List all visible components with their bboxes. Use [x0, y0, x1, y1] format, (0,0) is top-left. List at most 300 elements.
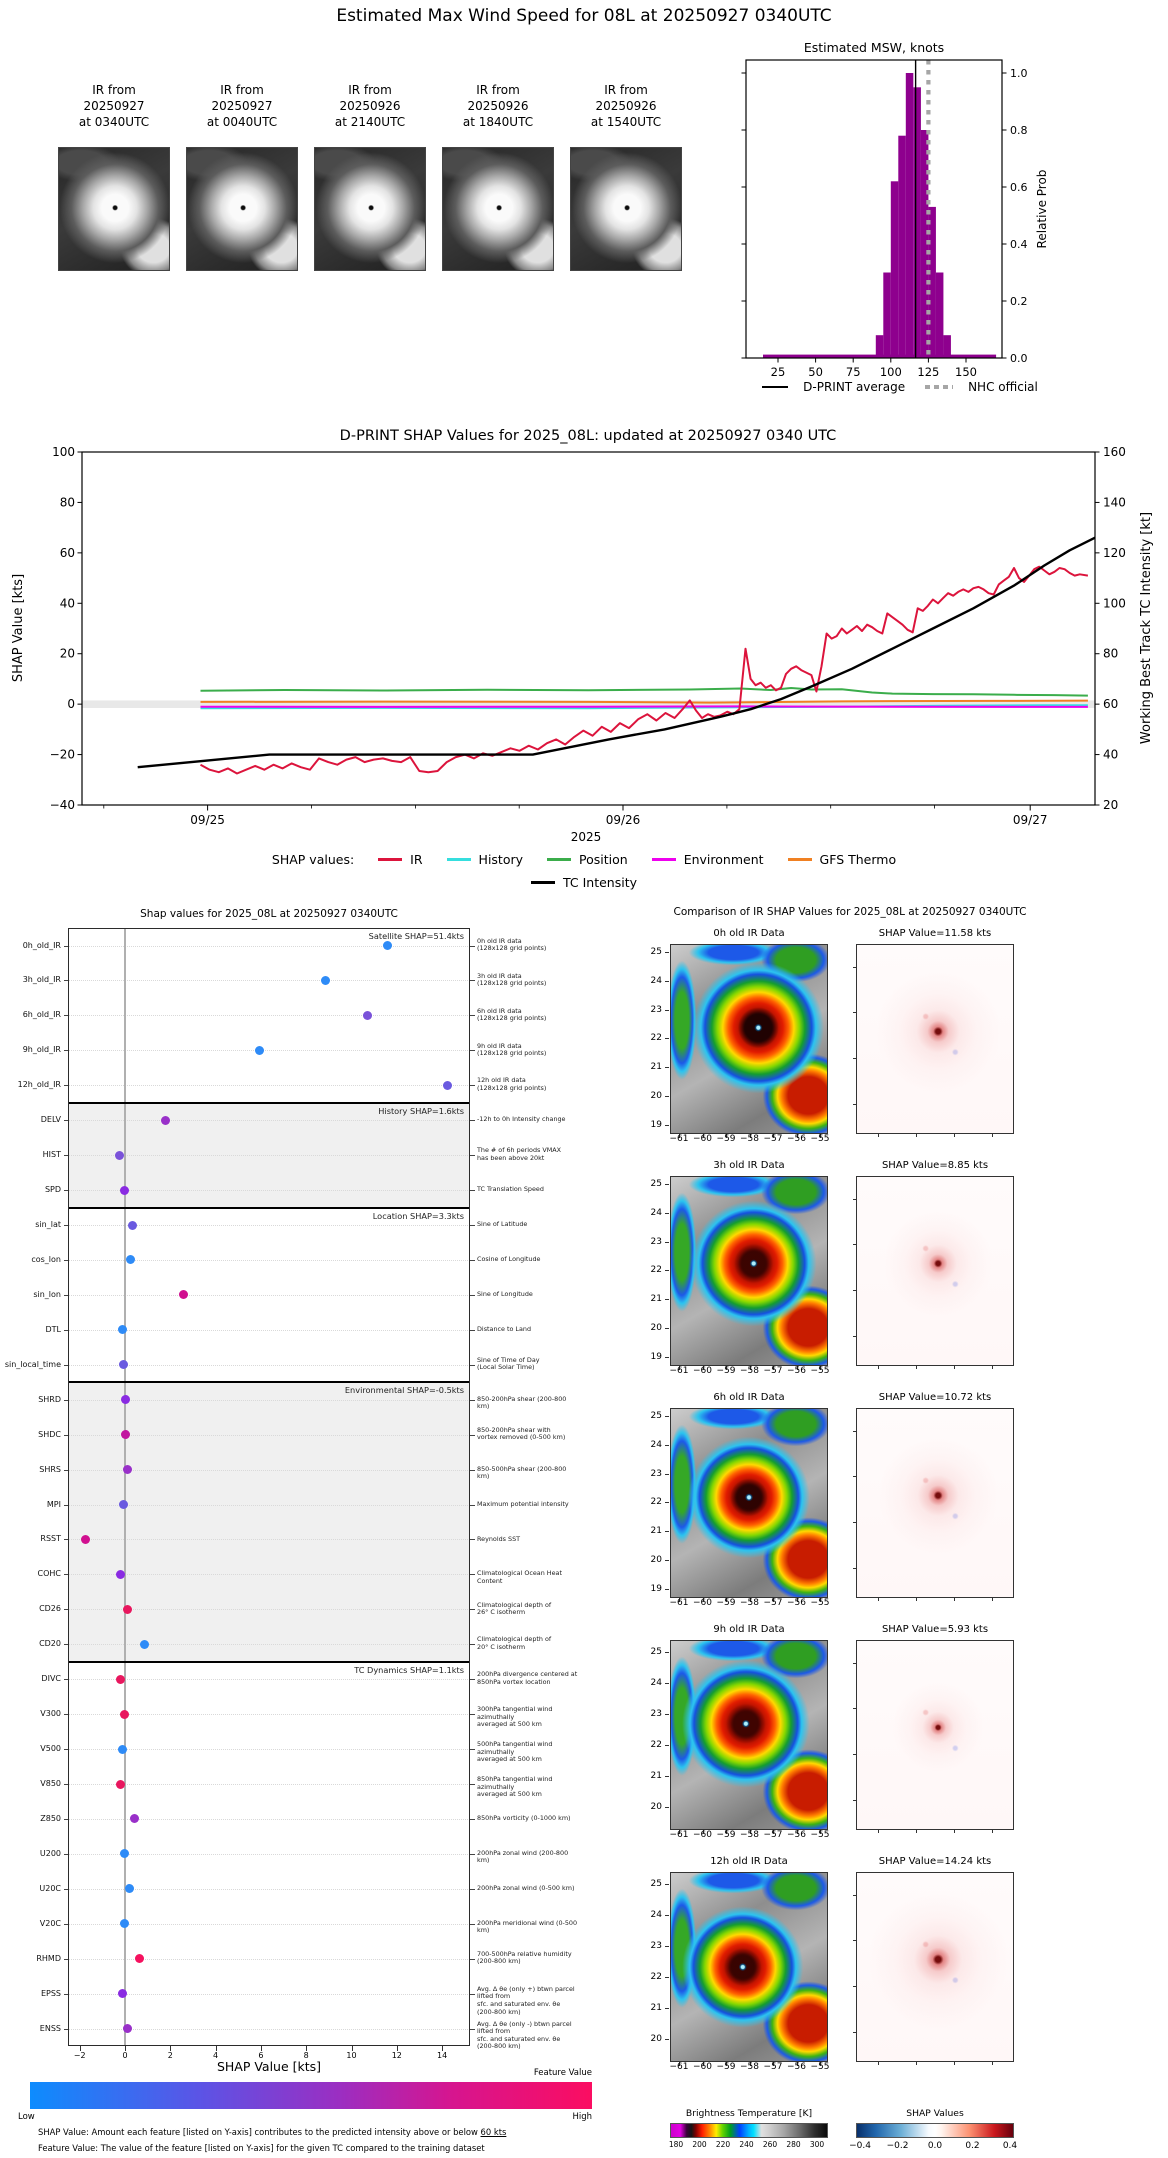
shap-map-tick — [853, 2032, 856, 2033]
x-tick-label: 09/27 — [1012, 813, 1048, 827]
feature-annotation — [477, 1357, 579, 1372]
x-tick — [397, 2046, 398, 2051]
annotation-tick — [470, 1644, 475, 1645]
annotation-line: 26° C isotherm — [477, 1608, 526, 1617]
annotation-tick — [470, 1714, 475, 1715]
shap-dot — [116, 1570, 125, 1579]
legend-label: Environment — [683, 852, 764, 867]
x-tick-label: −2 — [73, 2051, 86, 2060]
feature-label: MPI — [46, 1499, 61, 1509]
feature-label: sin_lat — [35, 1220, 61, 1229]
annotation-line: sfc. and saturated env. θe (200-800 km) — [477, 2034, 561, 2051]
lon-tick-label: −60 — [693, 1134, 712, 1144]
ir-thumbnail-image — [570, 147, 682, 271]
annotation-tick — [470, 1784, 475, 1785]
annotation-tick — [470, 2029, 475, 2030]
feature-label: V20C — [39, 1918, 61, 1928]
ir-data-image — [670, 1872, 828, 2062]
shap-dot — [140, 1640, 149, 1649]
feature-annotation — [477, 1636, 579, 1651]
feature-tick — [64, 1330, 69, 1331]
lon-tick-label: −59 — [716, 1598, 736, 1608]
annotation-line: 0h old IR data — [477, 936, 522, 945]
x-tick — [80, 2046, 81, 2051]
shap-timeseries-plot — [0, 420, 1168, 850]
lat-tick — [665, 1242, 669, 1243]
lat-tick — [665, 1096, 669, 1097]
shap-map-tick — [878, 1366, 879, 1369]
shap-dot — [123, 2024, 132, 2033]
feature-annotation — [477, 1396, 579, 1411]
shap-colorbar-tick-label: −0.2 — [886, 2141, 909, 2151]
histogram-bar — [913, 87, 921, 358]
section-label: History SHAP=1.6kts — [378, 1105, 464, 1116]
annotation-tick — [470, 1330, 475, 1331]
x-tick — [216, 2046, 217, 2051]
shap-dot — [115, 1151, 124, 1160]
annotation-tick — [470, 1749, 475, 1750]
feature-tick — [64, 1714, 69, 1715]
feature-label: SHRD — [38, 1394, 61, 1404]
x-tick-label: 125 — [917, 365, 940, 379]
lat-tick-label: 20 — [650, 1091, 662, 1101]
ir-thumbnail-image — [442, 147, 554, 271]
shap-map-tick — [992, 1366, 993, 1369]
legend-item-environment — [652, 852, 764, 867]
bt-colorbar-tick-label: 260 — [762, 2140, 778, 2149]
caption-line: 20250926 — [595, 99, 657, 113]
feature-annotation — [477, 1986, 579, 2016]
feature-label: RSST — [40, 1534, 61, 1544]
lon-tick-label: −58 — [740, 1366, 759, 1376]
shap-map-title: SHAP Value=14.24 kts — [878, 1856, 992, 1867]
annotation-line: 850hPa vorticity (0-1000 km) — [477, 1814, 571, 1822]
feature-annotation — [477, 1671, 579, 1686]
shap-dot — [121, 1430, 130, 1439]
y-tick-label: 0.4 — [1010, 238, 1028, 251]
annotation-line: (128x128 grid points) — [477, 979, 547, 988]
lat-tick-label: 19 — [650, 1583, 662, 1594]
lon-tick-label: −58 — [740, 1134, 759, 1144]
caption-line: at 1840UTC — [462, 115, 534, 129]
y-tick-label-right: 40 — [1103, 747, 1119, 762]
annotation-line: Climatological depth of — [477, 1600, 552, 1609]
annotation-line: averaged at 500 km — [477, 1755, 542, 1764]
shap-colorbar-tick-label: 0.4 — [1002, 2141, 1018, 2151]
lat-tick — [665, 1884, 669, 1885]
feature-tick — [64, 1819, 69, 1820]
feature-value-colorbar-title: Feature Value — [533, 2068, 592, 2078]
msw-histogram-legend — [690, 380, 1110, 394]
y-tick-label-left: 100 — [52, 445, 75, 460]
legend-swatch — [547, 858, 571, 861]
feature-tick — [64, 1784, 69, 1785]
y-tick-label: 0.0 — [1010, 352, 1028, 365]
annotation-line: 700-500hPa relative humidity — [477, 1949, 572, 1958]
feature-label: 0h_old_IR — [22, 940, 61, 950]
y-tick-label: 0.8 — [1010, 124, 1028, 137]
annotation-line: Maximum potential intensity — [477, 1499, 569, 1508]
shap-colorbar-tick-label: 0.2 — [965, 2141, 980, 2151]
annotation-tick — [470, 1959, 475, 1960]
histogram-bar — [936, 273, 944, 359]
annotation-tick — [470, 1015, 475, 1016]
annotation-line: (Local Solar Time) — [477, 1363, 535, 1372]
annotation-line: 200hPa zonal wind (0-500 km) — [477, 1883, 575, 1892]
lat-tick-label: 24 — [650, 1439, 662, 1450]
dotplot-frame — [68, 928, 470, 2046]
bt-colorbar-tick-label: 200 — [692, 2140, 707, 2149]
feature-label: DELV — [40, 1115, 61, 1125]
lat-tick — [665, 2039, 669, 2040]
ir-data-image — [670, 1640, 828, 1830]
caption-line: 20250926 — [339, 99, 401, 113]
annotation-tick — [470, 1539, 475, 1540]
shap-map-tick — [916, 2062, 917, 2065]
x-tick — [170, 2046, 171, 2051]
histogram-bar — [943, 335, 951, 358]
feature-label: SHRS — [39, 1464, 61, 1474]
lat-tick — [665, 1416, 669, 1417]
shap-map-image — [856, 1176, 1014, 1366]
legend-item-nhc-official — [925, 380, 1038, 394]
feature-tick — [64, 1050, 69, 1051]
lat-tick-label: 23 — [650, 1004, 662, 1015]
legend-label: TC Intensity — [562, 875, 637, 890]
annotation-line: averaged at 500 km — [477, 1790, 542, 1799]
bt-colorbar-tick-label: 280 — [786, 2140, 801, 2149]
shap-map-tick — [878, 1134, 879, 1137]
feature-label: V850 — [40, 1779, 61, 1788]
feature-tick — [64, 980, 69, 981]
series-line-position — [201, 688, 1088, 696]
shap-map-title: SHAP Value=11.58 kts — [878, 928, 992, 939]
lat-tick — [665, 1125, 669, 1126]
shap-map-image — [856, 1408, 1014, 1598]
histogram-bar — [906, 73, 914, 358]
series-line-environment — [201, 706, 1088, 707]
annotation-tick — [470, 1679, 475, 1680]
lat-tick — [665, 1977, 669, 1978]
shap-map-tick — [878, 1598, 879, 1601]
shap-dot — [123, 1465, 132, 1474]
x-tick-label: 25 — [770, 365, 786, 379]
shap-map-image — [856, 1640, 1014, 1830]
histogram-bar — [898, 136, 906, 358]
lon-tick-label: −57 — [763, 1134, 783, 1144]
lon-tick-label: −61 — [669, 1598, 689, 1608]
histogram-bar — [876, 335, 884, 358]
ir-comparison-title: Comparison of IR SHAP Values for 2025_08L at 20250927 0340UTC — [673, 906, 1027, 918]
annotation-line: 12h old IR data — [477, 1076, 526, 1085]
y-tick-label-right: 100 — [1103, 596, 1126, 611]
legend-label: GFS Thermo — [819, 852, 897, 867]
ir-data-title: 9h old IR Data — [713, 1624, 785, 1635]
annotation-tick — [470, 1365, 475, 1366]
caption-line: IR from — [476, 83, 520, 97]
shap-map-tick — [853, 1708, 856, 1709]
lat-tick — [665, 1946, 669, 1947]
annotation-line: (200-800 km) — [477, 1957, 521, 1966]
annotation-line: 850hPa tangential wind azimuthally — [477, 1775, 553, 1791]
lat-tick — [665, 1270, 669, 1271]
feature-tick — [64, 1190, 69, 1191]
shap-map-tick — [853, 1568, 856, 1569]
feature-tick — [64, 1679, 69, 1680]
shap-colorbar-tick-label: 0.0 — [927, 2141, 943, 2151]
annotation-line: 200hPa meridional wind (0-500 km) — [477, 1918, 578, 1935]
annotation-tick — [470, 1260, 475, 1261]
x-tick-label: 75 — [845, 365, 861, 379]
shap-dot — [321, 976, 330, 985]
annotation-line: (128x128 grid points) — [477, 944, 547, 953]
feature-tick — [64, 1120, 69, 1121]
feature-tick — [64, 1959, 69, 1960]
lon-tick-label: −60 — [693, 1830, 712, 1840]
annotation-tick — [470, 1225, 475, 1226]
lat-tick — [665, 1502, 669, 1503]
shap-map-tick — [853, 967, 856, 968]
annotation-line: (128x128 grid points) — [477, 1014, 547, 1023]
shap-map-image — [856, 1872, 1014, 2062]
feature-value-high-label: High — [572, 2112, 592, 2122]
feature-annotation — [477, 1741, 579, 1764]
y-tick-label-left: 0 — [67, 697, 75, 712]
timeseries-ylabel-left: SHAP Value [kts] — [11, 573, 26, 683]
feature-label: DIVC — [41, 1674, 61, 1684]
lon-tick-label: −57 — [763, 2062, 783, 2072]
shap-map-tick — [853, 1986, 856, 1987]
caption-line: 20250927 — [211, 99, 273, 113]
lat-tick — [665, 1357, 669, 1358]
y-tick-label-right: 20 — [1103, 798, 1119, 812]
lon-tick-label: −55 — [810, 1134, 830, 1144]
feature-annotation — [477, 1706, 579, 1729]
feature-label: 3h_old_IR — [22, 975, 61, 985]
shap-dot — [161, 1116, 170, 1125]
shap-dot — [135, 1954, 144, 1963]
x-tick-label: 10 — [346, 2051, 357, 2060]
lat-tick — [665, 1776, 669, 1777]
shap-timeseries-legend-row1 — [0, 852, 1168, 867]
shap-map-title: SHAP Value=8.85 kts — [881, 1160, 989, 1171]
y-tick-label-right: 60 — [1103, 697, 1119, 712]
ir-data-image — [670, 1176, 828, 1366]
annotation-line: 20° C isotherm — [477, 1642, 526, 1651]
lat-tick-label: 23 — [650, 1709, 662, 1719]
feature-value-colorbar — [30, 2082, 592, 2109]
feature-label: cos_lon — [31, 1254, 61, 1264]
shap-dotplot-title: Shap values for 2025_08L at 20250927 0340UTC — [140, 908, 398, 920]
lat-tick-label: 20 — [650, 2034, 662, 2044]
lat-tick — [665, 2008, 669, 2009]
annotation-tick — [470, 1924, 475, 1925]
annotation-tick — [470, 1854, 475, 1855]
annotation-line: TC Translation Speed — [477, 1185, 544, 1194]
x-tick-label: 14 — [437, 2051, 448, 2060]
shap-map-tick — [992, 1134, 993, 1137]
legend-item-ir — [378, 852, 422, 867]
ir-data-title: 0h old IR Data — [713, 928, 785, 939]
lat-tick-label: 24 — [650, 975, 662, 986]
feature-tick — [64, 1889, 69, 1890]
nhc-official-label: NHC official — [968, 380, 1038, 394]
lon-tick-label: −56 — [787, 1830, 806, 1840]
section-label: Location SHAP=3.3kts — [372, 1210, 464, 1221]
annotation-line: averaged at 500 km — [477, 1720, 542, 1729]
y-tick-label: 0.6 — [1010, 181, 1028, 194]
shap-map-tick — [916, 1598, 917, 1601]
feature-tick — [64, 946, 69, 947]
feature-tick — [64, 1400, 69, 1401]
feature-annotation — [477, 1570, 579, 1585]
footnote-text: SHAP Value: Amount each feature [listed on Y-axis] contributes to the predicted intensity above or below — [38, 2127, 481, 2137]
shap-dot — [120, 1849, 129, 1858]
shap-map-tick — [954, 1598, 955, 1601]
lat-tick — [665, 1652, 669, 1653]
legend-label: IR — [410, 852, 423, 867]
lon-tick-label: −56 — [787, 1134, 806, 1144]
feature-tick — [64, 1225, 69, 1226]
feature-label: sin_local_time — [4, 1359, 61, 1369]
ir-data-image — [670, 1408, 828, 1598]
y-tick-label-right: 160 — [1103, 445, 1126, 460]
x-tick — [306, 2046, 307, 2051]
lat-tick-label: 20 — [650, 1555, 662, 1565]
feature-annotation — [477, 1885, 579, 1893]
lon-tick-label: −56 — [787, 1598, 806, 1608]
feature-annotation — [477, 1116, 579, 1124]
lat-tick — [665, 1067, 669, 1068]
annotation-line: has been above 20kt — [477, 1153, 545, 1162]
y-tick-label-left: −40 — [49, 798, 75, 812]
shap-timeseries-legend-row2 — [0, 875, 1168, 890]
annotation-tick — [470, 1609, 475, 1610]
ir-thumbnail-image — [58, 147, 170, 271]
y-tick-label-left: −20 — [49, 747, 75, 762]
shap-dot — [383, 941, 392, 950]
shap-dot — [118, 1325, 127, 1334]
shap-value-footnote — [38, 2127, 506, 2137]
feature-tick — [64, 1574, 69, 1575]
lon-tick-label: −55 — [810, 1366, 830, 1376]
lon-tick-label: −59 — [716, 1366, 736, 1376]
x-tick-label: 100 — [879, 365, 902, 379]
shap-map-tick — [916, 1830, 917, 1833]
feature-annotation — [477, 1850, 579, 1865]
lon-tick-label: −57 — [763, 1598, 783, 1608]
dprint-average-line-swatch — [762, 386, 788, 388]
x-tick-label: 8 — [303, 2051, 309, 2060]
legend-swatch — [788, 858, 812, 861]
lon-tick-label: −55 — [810, 2062, 830, 2072]
annotation-tick — [470, 1435, 475, 1436]
shap-map-tick — [853, 1290, 856, 1291]
caption-line: at 1540UTC — [590, 115, 662, 129]
legend-swatch — [652, 858, 676, 861]
y-tick-label-left: 20 — [59, 646, 75, 661]
series-line-ir — [201, 567, 1088, 774]
lat-tick-label: 21 — [650, 1062, 662, 1073]
annotation-line: (128x128 grid points) — [477, 1083, 547, 1092]
ir-thumbnail-caption — [186, 82, 298, 130]
caption-line: at 0340UTC — [78, 115, 150, 129]
lat-tick-label: 21 — [650, 1294, 662, 1305]
feature-annotation — [477, 1256, 579, 1264]
shap-dot — [119, 1500, 128, 1509]
annotation-line: 200hPa zonal wind (200-800 km) — [477, 1848, 569, 1865]
shap-dot — [179, 1290, 188, 1299]
shap-dot — [128, 1221, 137, 1230]
lat-tick — [665, 1328, 669, 1329]
feature-tick — [64, 1749, 69, 1750]
ir-data-title: 6h old IR Data — [713, 1392, 785, 1403]
brightness-temperature-colorbar — [670, 2123, 828, 2138]
annotation-line: Sine of Latitude — [477, 1220, 528, 1229]
legend-label: Position — [579, 852, 628, 867]
shap-map-tick — [853, 1012, 856, 1013]
lat-tick-label: 25 — [650, 1879, 662, 1889]
shap-map-tick — [878, 2062, 879, 2065]
lon-tick-label: −55 — [810, 1598, 830, 1608]
annotation-line: 850-200hPa shear with — [477, 1425, 551, 1434]
lon-tick-label: −59 — [716, 1134, 736, 1144]
feature-annotation — [477, 1815, 579, 1823]
feature-tick — [64, 1539, 69, 1540]
ir-thumbnail-image — [314, 147, 426, 271]
lat-tick — [665, 1589, 669, 1590]
ir-data-image — [670, 944, 828, 1134]
lat-tick-label: 25 — [650, 1411, 662, 1421]
figure-title: Estimated Max Wind Speed for 08L at 20250927 0340UTC — [336, 6, 832, 26]
histogram-frame — [746, 60, 1002, 358]
feature-tick — [64, 1435, 69, 1436]
lon-tick-label: −61 — [669, 1134, 689, 1144]
legend-item-history — [447, 852, 523, 867]
feature-label: U20C — [39, 1883, 61, 1893]
lat-tick-label: 21 — [650, 1771, 662, 1781]
caption-line: at 0040UTC — [206, 115, 278, 129]
feature-label: 6h_old_IR — [22, 1010, 61, 1020]
lat-tick-label: 23 — [650, 1236, 662, 1247]
feature-tick — [64, 1015, 69, 1016]
histogram-bar — [891, 181, 899, 358]
x-tick-label: 4 — [213, 2051, 219, 2060]
lat-tick-label: 25 — [650, 1179, 662, 1189]
lat-tick — [665, 1683, 669, 1684]
lat-tick — [665, 1010, 669, 1011]
histogram-bar — [883, 273, 891, 359]
shap-dotplot-xlabel: SHAP Value [kts] — [216, 2059, 322, 2074]
ir-thumbnail-caption — [314, 82, 426, 130]
annotation-line: vortex removed (0-500 km) — [477, 1433, 566, 1442]
lat-tick — [665, 1714, 669, 1715]
feature-tick — [64, 1365, 69, 1366]
shap-map-tick — [878, 1830, 879, 1833]
feature-label: 12h_old_IR — [17, 1080, 61, 1090]
shap-dot — [116, 1780, 125, 1789]
lon-tick-label: −58 — [740, 1830, 759, 1840]
feature-tick — [64, 2029, 69, 2030]
y-tick-label-right: 140 — [1103, 495, 1126, 510]
feature-label: EPSS — [40, 1988, 61, 1998]
shap-map-title: SHAP Value=10.72 kts — [878, 1392, 992, 1403]
lon-tick-label: −60 — [693, 1598, 712, 1608]
lat-tick — [665, 1445, 669, 1446]
shap-dot — [255, 1046, 264, 1055]
feature-annotation — [477, 1221, 579, 1229]
lon-tick-label: −55 — [810, 1830, 830, 1840]
